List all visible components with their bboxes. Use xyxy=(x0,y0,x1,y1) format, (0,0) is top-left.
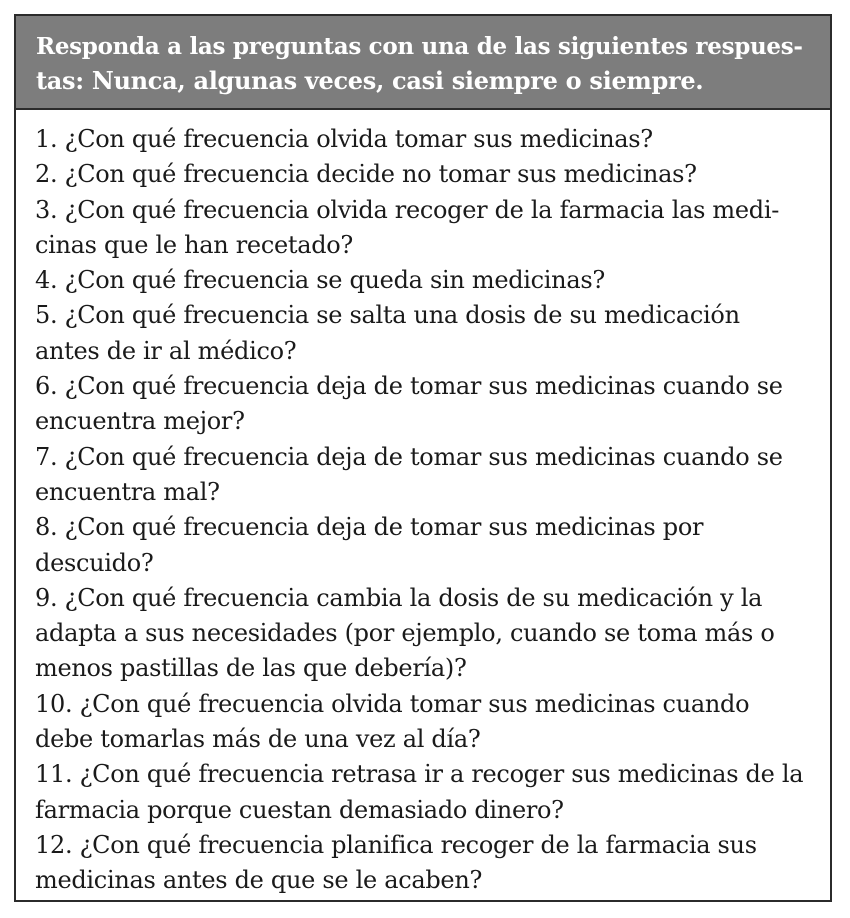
question-12 xyxy=(35,828,814,899)
question-line: 5. ¿Con qué frecuencia se salta una dosis de su medicación xyxy=(35,301,740,330)
question-line: 3. ¿Con qué frecuencia olvida recoger de la farmacia las medi- xyxy=(35,195,780,224)
question-line: farmacia porque cuestan demasiado dinero? xyxy=(35,795,564,824)
question-line: antes de ir al médico? xyxy=(35,336,297,365)
question-line: 10. ¿Con qué frecuencia olvida tomar sus medicinas cuando xyxy=(35,689,750,718)
question-4 xyxy=(35,263,814,298)
question-list xyxy=(16,110,830,899)
question-line: adapta a sus necesidades (por ejemplo, cuando se toma más o xyxy=(35,619,775,648)
question-11 xyxy=(35,757,814,828)
question-line: 2. ¿Con qué frecuencia decide no tomar sus medicinas? xyxy=(35,160,697,189)
question-line: menos pastillas de las que debería)? xyxy=(35,654,467,683)
question-line: 7. ¿Con qué frecuencia deja de tomar sus medicinas cuando se xyxy=(35,442,783,471)
instructions-line: tas: Nunca, algunas veces, casi siempre o siempre. xyxy=(36,66,704,95)
question-line: medicinas antes de que se le acaben? xyxy=(35,866,483,895)
question-8 xyxy=(35,510,814,581)
question-3 xyxy=(35,193,814,264)
question-6 xyxy=(35,369,814,440)
questionnaire-box xyxy=(14,14,832,902)
question-line: 6. ¿Con qué frecuencia deja de tomar sus medicinas cuando se xyxy=(35,372,783,401)
question-line: encuentra mejor? xyxy=(35,407,245,436)
instructions-line: Responda a las preguntas con una de las siguientes respues- xyxy=(36,33,803,60)
question-line: 12. ¿Con qué frecuencia planifica recoger de la farmacia sus xyxy=(35,830,757,859)
question-2 xyxy=(35,157,814,192)
question-line: cinas que le han recetado? xyxy=(35,230,353,259)
question-line: descuido? xyxy=(35,548,154,577)
question-line: debe tomarlas más de una vez al día? xyxy=(35,725,481,754)
instructions-header xyxy=(16,16,830,110)
question-line: encuentra mal? xyxy=(35,477,220,506)
question-1 xyxy=(35,122,814,157)
question-10 xyxy=(35,687,814,758)
question-9 xyxy=(35,581,814,687)
question-line: 11. ¿Con qué frecuencia retrasa ir a recoger sus medicinas de la xyxy=(35,760,804,789)
question-line: 8. ¿Con qué frecuencia deja de tomar sus medicinas por xyxy=(35,513,704,542)
question-line: 9. ¿Con qué frecuencia cambia la dosis de su medicación y la xyxy=(35,583,763,612)
question-7 xyxy=(35,440,814,511)
question-line: 1. ¿Con qué frecuencia olvida tomar sus medicinas? xyxy=(35,125,653,153)
question-5 xyxy=(35,298,814,369)
question-line: 4. ¿Con qué frecuencia se queda sin medicinas? xyxy=(35,266,605,295)
